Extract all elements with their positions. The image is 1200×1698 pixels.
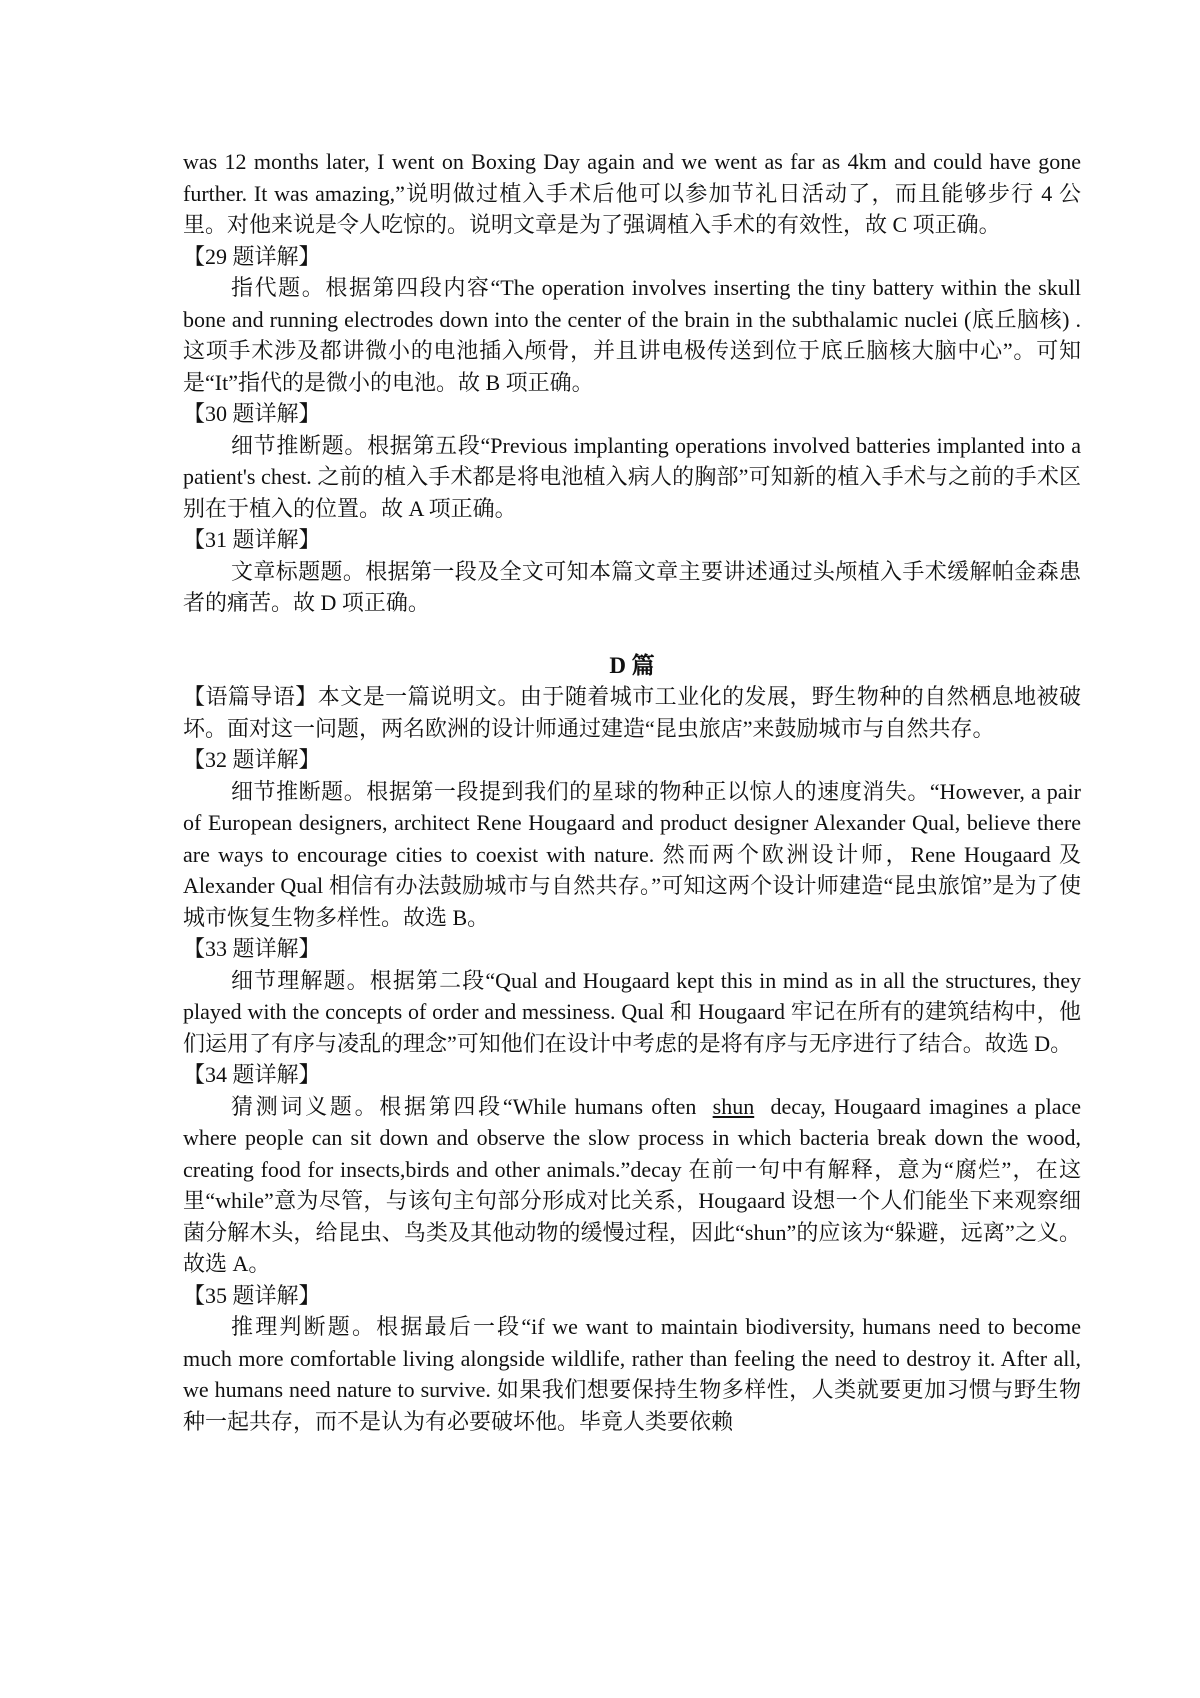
q29-label: 【29 题详解】 [183,243,321,269]
q34-label: 【34 题详解】 [183,1062,321,1087]
section-d-title: D 篇 [609,652,655,678]
document-page [183,146,1081,1437]
q32-explanation: 细节推断题。根据第一段提到我们的星球的物种正以惊人的速度消失。“However, a pair of European designers, architect Rene Hougaard and product designer Alexander Qual, believe there are ways to encourage cities to coexist with nature. 然而两个欧洲设计师，Rene Hougaard 及 Alexander Qual 相信有办法鼓励城市与自然共存。”可知这两个设计师建造“昆虫旅馆”是为了使城市恢复生物多样性。故选 B。 [183,778,1081,930]
section-d-intro: 【语篇导语】本文是一篇说明文。由于随着城市工业化的发展，野生物种的自然栖息地被破坏。面对这一问题，两名欧洲的设计师通过建造“昆虫旅店”来鼓励城市与自然共存。 [183,684,1081,741]
q34-text-before: 猜测词义题。根据第四段“While humans often [231,1093,697,1119]
q33-explanation: 细节理解题。根据第二段“Qual and Hougaard kept this in mind as in all the structures, they played with the concepts of order and messiness. Qual 和 Hougaard 牢记在所有的建筑结构中，他们运用了有序与凌乱的理念”可知他们在设计中考虑的是将有序与无序进行了结合。故选 D。 [183,967,1081,1056]
q34-explanation [183,1091,1081,1280]
q33-label: 【33 题详解】 [183,936,321,961]
continuation-paragraph: was 12 months later, I went on Boxing Day again and we went as far as 4km and could have gone further. It was amazing,”说明做过植入手术后他可以参加节礼日活动了，而且能够步行 4 公里。对他来说是令人吃惊的。说明文章是为了强调植入手术的有效性，故 C 项正确。 [183,149,1081,237]
q35-explanation: 推理判断题。根据最后一段“if we want to maintain biodiversity, humans need to become much more comfortable living alongside wildlife, rather than feeling the need to destroy it. After all, we humans need nature to survive. 如果我们想要保持生物多样性，人类就要更加习惯与野生物种一起共存，而不是认为有必要破坏他。毕竟人类要依赖 [183,1314,1081,1434]
q32-label: 【32 题详解】 [183,747,321,772]
q31-explanation: 文章标题题。根据第一段及全文可知本篇文章主要讲述通过头颅植入手术缓解帕金森患者的痛苦。故 D 项正确。 [183,558,1081,615]
q30-label: 【30 题详解】 [183,401,321,426]
q29-explanation: 指代题。根据第四段内容“The operation involves inserting the tiny battery within the skull bone and running electrodes down into the center of the brain in the subthalamic nuclei (底丘脑核) .这项手术涉及都讲微小的电池插入颅骨，并且讲电极传送到位于底丘脑核大脑中心”。可知是“It”指代的是微小的电池。故 B 项正确。 [183,275,1081,395]
q30-explanation: 细节推断题。根据第五段“Previous implanting operations involved batteries implanted into a patient's chest. 之前的植入手术都是将电池植入病人的胸部”可知新的植入手术与之前的手术区别在于植入的位置。故 A 项正确。 [183,432,1081,521]
q34-underlined-word: shun [712,1093,755,1119]
q34-text-after: decay, Hougaard imagines a place where people can sit down and observe the slow process in which bacteria break down the wood, creating food for insects,birds and other animals.”decay 在前一句中有解释，意为“腐烂”，在这里“while”意为尽管，与该句主句部分形成对比关系，Hougaard 设想一个人们能坐下来观察细菌分解木头，给昆虫、鸟类及其他动物的缓慢过程，因此“shun”的应该为“躲避，远离”之义。故选 A。 [183,1093,1081,1276]
q35-label: 【35 题详解】 [183,1282,321,1308]
q31-label: 【31 题详解】 [183,527,321,552]
